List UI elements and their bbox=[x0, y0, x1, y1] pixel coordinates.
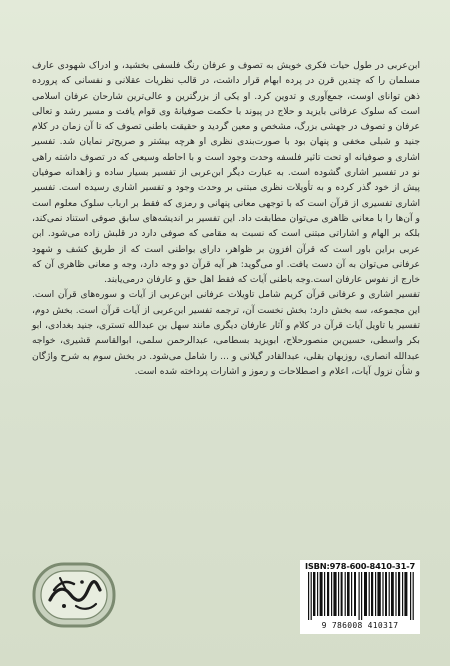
blurb-paragraph-1: ابن‌عربی در طول حیات فکری خویش به تصوف و عرفان رنگ فلسفی بخشید، و ادراک شهودی عارف مسلمان را که چندین قرن در پرده ابهام قرار داشت، در قالب نظریات عقلانی و نفسانی که پرورده ذهن توانای اوست، جمع‌آوری و تدوین کرد. او یکی از بزرگترین و عالی‌ترین شارحان عرفان اسلامی است که سلوک عرفانی بایزید و حلاج در پیوند با حکمت صوفیانهٔ وی قوام یافت و مسیر رشد و تعالی عرفان و تصوف در جهشی بزرگ، مشخص و معین گردید و حقیقت باطنی تصوف که تا آن زمان در کلام جنید و شبلی مخفی و پنهان بود با صورت‌بندی نظری او هرچه بیشتر و صریح‌تر نمایان شد. تفسیر اشاری و صوفیانه او تحت تاثیر فلسفه وحدت وجود است و با احاطه وسیعی که در تصوف داشته راهی نو در تفسیر اشاری گشوده است. به عبارت دیگر ابن‌عربی از تفسیر بسیار ساده و زاهدانه صوفیان پیش از خود گذر کرده و به تأویلات نظری مبتنی بر وحدت وجود و تفسیر اشاری رسیده است. تفسیر اشاری تفسیری از قرآن است که با توجهی معانی پنهانی و رمزی که فقط بر ارباب سلوک معلوم است و آن‌ها را با معانی ظاهری می‌توان مطابقت داد. این تفسیر بر اندیشه‌های سابق صوفی استناد نمی‌کند، بلکه بر الهام و اشاراتی مبتنی است که نسبت به مقامی که صوفی دارد در قلبش زاده می‌شود. ابن عربی براین باور است که قرآن افزون بر ظواهر، دارای بواطنی است که از طریق کشف و شهود عرفانی می‌توان به آن دست یافت. او می‌گوید: هر آیه قرآن دو وجه دارد، وجه و معانی ظاهری آن که خارج از نفوس عارفان است.وجه باطنی آیات که فقط اهل حق و عارفان درمی‌یابند. bbox=[32, 60, 420, 286]
publisher-logo-icon bbox=[30, 560, 118, 630]
blurb-text-block bbox=[32, 58, 420, 379]
blurb-paragraph-2: تفسیر اشاری و عرفانی قرآن کریم شامل تاویلات عرفانی ابن‌عربی از آیات و سوره‌های قرآن است. این مجموعه، سه بخش دارد: بخش نخست آن، ترجمه تفسیر ابن‌عربی از آیات قرآن است. بخش دوم، تفسیر یا تاویل آیات قرآن در کلام و آثار عارفان دیگری مانند سهل بن عبدالله تستری، جنید بغدادی، ابو بکر واسطی، حسین‌بن منصورحلاج، ابویزید بسطامی، عبدالرحمن سلمی، ابوالقاسم قشیری، خواجه عبدالله انصاری، روزبهان بقلی، عبدالقادر گیلانی و ... را شامل می‌شود. در بخش سوم به شرح واژگان و شأن نزول آیات، اعلام و اصطلاحات و رموز و اشارات پرداخته شده است. bbox=[32, 289, 420, 377]
barcode-digits: 9 786008 410317 bbox=[321, 621, 399, 630]
isbn-label: ISBN:978-600-8410-31-7 bbox=[304, 561, 416, 571]
barcode-icon bbox=[306, 572, 416, 620]
isbn-barcode-box bbox=[300, 560, 420, 634]
